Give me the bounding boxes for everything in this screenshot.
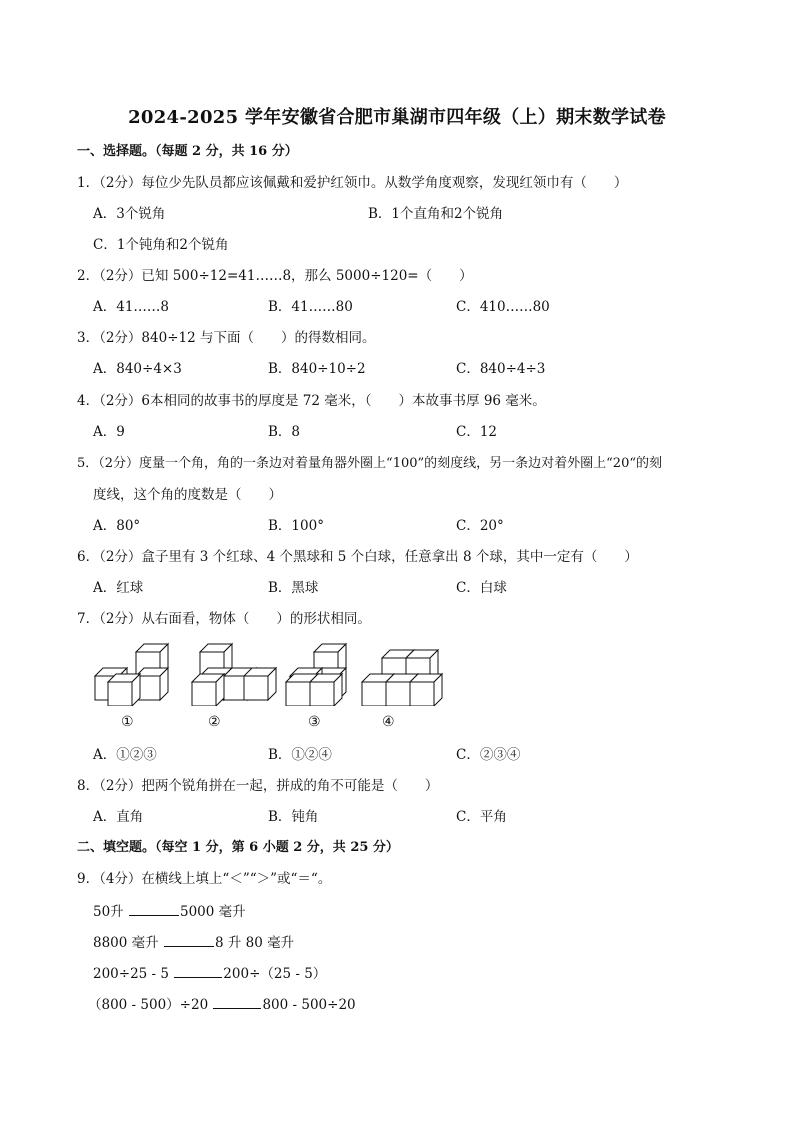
q5-option-b: B．100° bbox=[268, 518, 324, 534]
figure-label-4: ④ bbox=[382, 714, 395, 730]
question-3: 3．（2分）840÷12 与下面（ ）的得数相同。 bbox=[77, 330, 376, 346]
q9-row-1 bbox=[93, 900, 246, 922]
q8-option-a: A．直角 bbox=[93, 809, 144, 825]
q3-option-c: C．840÷4÷3 bbox=[456, 361, 546, 377]
q1-option-b: B．1个直角和2个锐角 bbox=[368, 206, 504, 222]
question-6: 6．（2分）盒子里有 3 个红球、4 个黑球和 5 个白球，任意拿出 8 个球，其中一定有（ ） bbox=[77, 549, 638, 565]
q1-option-a: A．3个锐角 bbox=[93, 206, 166, 222]
q9-row-2-right: 8 升 80 毫升 bbox=[214, 935, 295, 951]
figure-2-cubes bbox=[192, 644, 276, 706]
q9-row-3-left: 200÷25 - 5 bbox=[93, 966, 169, 982]
q3-option-b: B．840÷10÷2 bbox=[268, 361, 366, 377]
question-5-line-1: 5．（2分）度量一个角，角的一条边对着量角器外圈上“100”的刻度线，另一条边对着外圈上“20“的刻 bbox=[77, 456, 662, 471]
q3-option-a: A．840÷4×3 bbox=[93, 361, 182, 377]
q9-row-2 bbox=[93, 931, 294, 953]
q8-option-c: C．平角 bbox=[456, 809, 507, 825]
q4-option-b: B．8 bbox=[268, 424, 301, 440]
question-7: 7．（2分）从右面看，物体（ ）的形状相同。 bbox=[77, 611, 371, 627]
question-1: 1．（2分）每位少先队员都应该佩戴和爱护红领巾。从数学角度观察，发现红领巾有（ ） bbox=[77, 175, 628, 191]
question-9: 9．（4分）在横线上填上“＜”“＞”或“＝“。 bbox=[77, 871, 332, 887]
question-4: 4．（2分）6本相同的故事书的厚度是 72 毫米，（ ）本故事书厚 96 毫米。 bbox=[77, 393, 546, 409]
q7-option-a: A．①②③ bbox=[93, 747, 157, 763]
q1-option-c: C．1个钝角和2个锐角 bbox=[93, 237, 229, 253]
q6-option-c: C．白球 bbox=[456, 580, 507, 596]
q8-option-b: B．钝角 bbox=[268, 809, 319, 825]
q2-option-a: A．41……8 bbox=[93, 299, 170, 315]
q9-row-4-left: （800 - 500）÷20 bbox=[88, 997, 209, 1013]
question-2: 2．（2分）已知 500÷12=41……8，那么 5000÷120=（ ） bbox=[77, 268, 473, 284]
q9-row-2-left: 8800 毫升 bbox=[93, 935, 159, 951]
figure-4-cubes bbox=[362, 650, 442, 706]
q9-answer-blank-2[interactable] bbox=[164, 931, 214, 947]
cube-figures bbox=[90, 642, 450, 706]
q9-row-1-left: 50升 bbox=[93, 904, 124, 920]
q2-option-c: C．410……80 bbox=[456, 299, 550, 315]
q4-option-c: C．12 bbox=[456, 424, 498, 440]
figure-label-1: ① bbox=[121, 714, 134, 730]
figure-3-cubes bbox=[286, 644, 346, 706]
section-heading-choice: 一、选择题。（每题 2 分，共 16 分） bbox=[77, 144, 298, 159]
q6-option-a: A．红球 bbox=[93, 580, 144, 596]
question-5-line-2: 度线，这个角的度数是（ ） bbox=[93, 487, 282, 503]
figure-1-cubes bbox=[95, 644, 168, 706]
q6-option-b: B．黑球 bbox=[268, 580, 319, 596]
q4-option-a: A．9 bbox=[93, 424, 125, 440]
q5-option-c: C．20° bbox=[456, 518, 504, 534]
q9-row-3-right: 200÷（25 - 5） bbox=[223, 966, 327, 982]
figure-label-3: ③ bbox=[308, 714, 321, 730]
question-8: 8．（2分）把两个锐角拼在一起，拼成的角不可能是（ ） bbox=[77, 778, 439, 794]
q5-option-a: A．80° bbox=[93, 518, 141, 534]
page-title: 2024-2025 学年安徽省合肥市巢湖市四年级（上）期末数学试卷 bbox=[128, 107, 666, 128]
q9-row-3 bbox=[93, 962, 326, 984]
figure-label-2: ② bbox=[208, 714, 221, 730]
q7-option-b: B．①②④ bbox=[268, 747, 332, 763]
q2-option-b: B．41……80 bbox=[268, 299, 353, 315]
q9-row-4 bbox=[88, 993, 356, 1015]
q9-row-4-right: 800 - 500÷20 bbox=[262, 997, 356, 1013]
q9-answer-blank-1[interactable] bbox=[129, 900, 179, 916]
q7-option-c: C．②③④ bbox=[456, 747, 521, 763]
q9-answer-blank-4[interactable] bbox=[213, 993, 261, 1009]
q9-row-1-right: 5000 毫升 bbox=[179, 904, 246, 920]
q9-answer-blank-3[interactable] bbox=[174, 962, 222, 978]
section-heading-fill: 二、填空题。（每空 1 分，第 6 小题 2 分，共 25 分） bbox=[77, 840, 399, 855]
